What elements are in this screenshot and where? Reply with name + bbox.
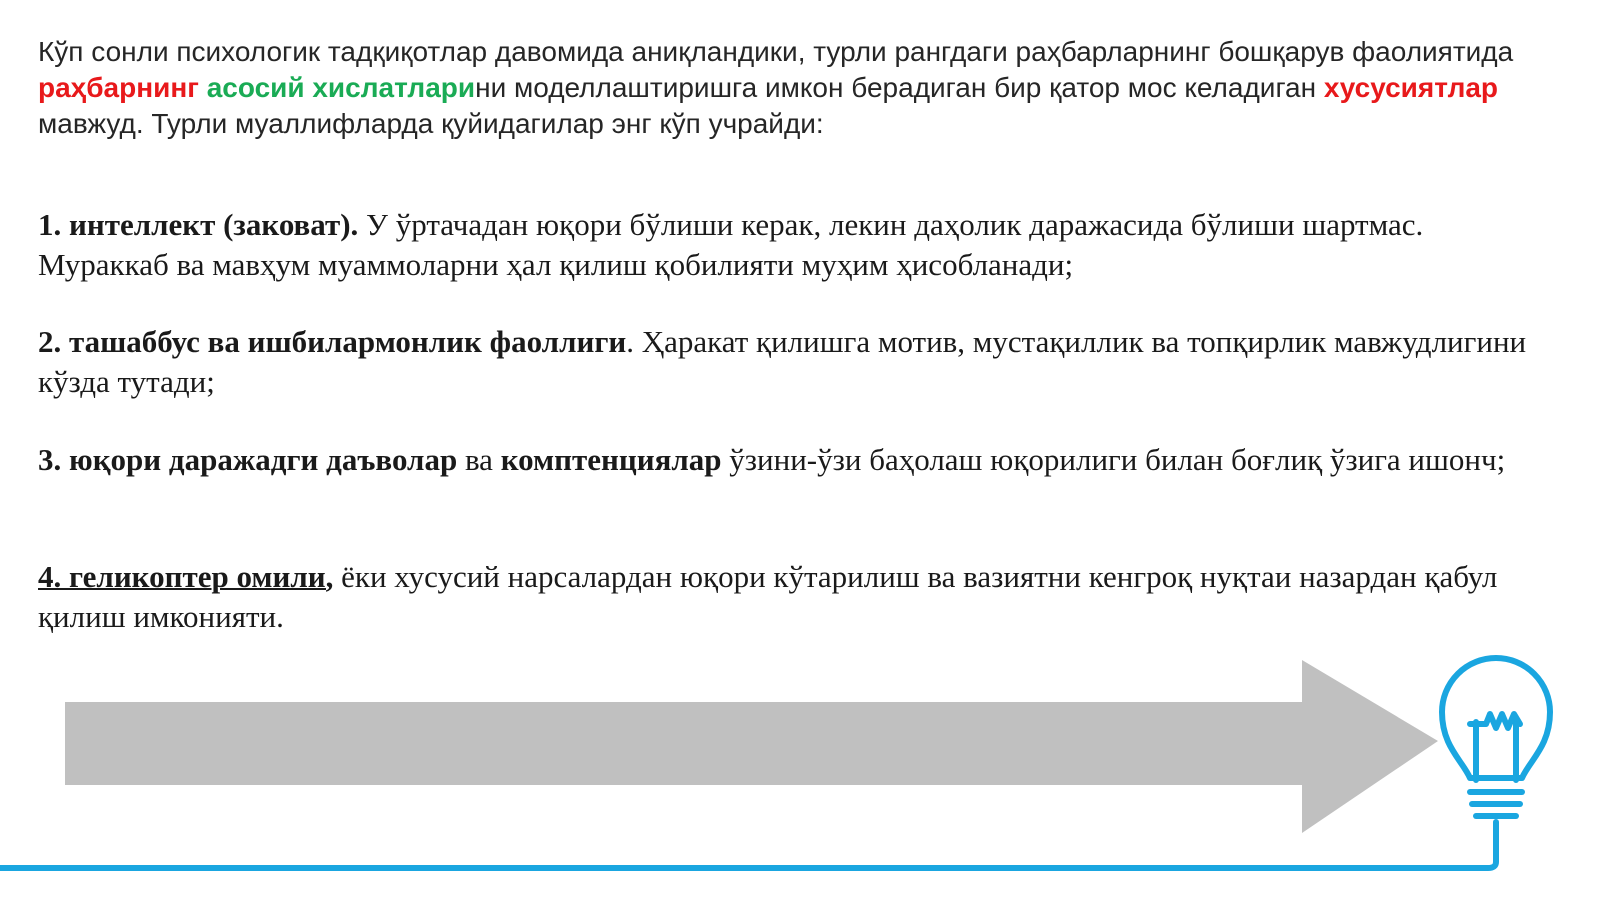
item-heading: 3. юқори даражадги даъволар [38, 442, 458, 477]
item-heading-2: комптенциялар [500, 442, 722, 477]
item-text: . Ҳаракат қилишга мотив, мустақиллик ва топқирлик мавжудлигини кўзда тутади; [38, 324, 1527, 399]
item-text: У ўртачадан юқори бўлиши керак, лекин даҳолик даражасида бўлиши шартмас. Мураккаб ва мавҳум муаммоларни ҳал қилиш қобилияти муҳим ҳисобланади; [38, 207, 1424, 282]
item-connector: ва [457, 442, 501, 477]
highlight-features: хусусиятлар [1323, 72, 1499, 103]
item-heading: 1. интеллект (заковат). [38, 207, 359, 242]
intro-text-1: Кўп сонли психологик тадқиқотлар давомида аниқландики, турли рангдаги раҳбарларнинг бошқарув фаолиятида [38, 36, 1514, 67]
item-text: ёки хусусий нарсалардан юқори кўтарилиш ва вазиятни кенгроқ нуқтаи назардан қабул қилиш имконияти. [38, 559, 1498, 634]
item-heading: 4. геликоптер омили, [38, 559, 334, 594]
arrow-right-shape [65, 660, 1438, 833]
intro-text-2: ни моделлаштиришга имкон берадиган бир қатор мос келадиган [475, 72, 1324, 103]
item-text: ўзини-ўзи баҳолаш юқорилиги билан боғлиқ ўзига ишонч; [721, 442, 1506, 477]
item-heading: 2. ташаббус ва ишбилармонлик фаоллиги [38, 324, 627, 359]
highlight-main-qualities: асосий хислатлари [206, 72, 476, 103]
highlight-leader: раҳбарнинг [38, 72, 199, 103]
intro-text-3: мавжуд. Турли муаллифларда қуйидагилар энг кўп учрайди: [38, 108, 824, 139]
